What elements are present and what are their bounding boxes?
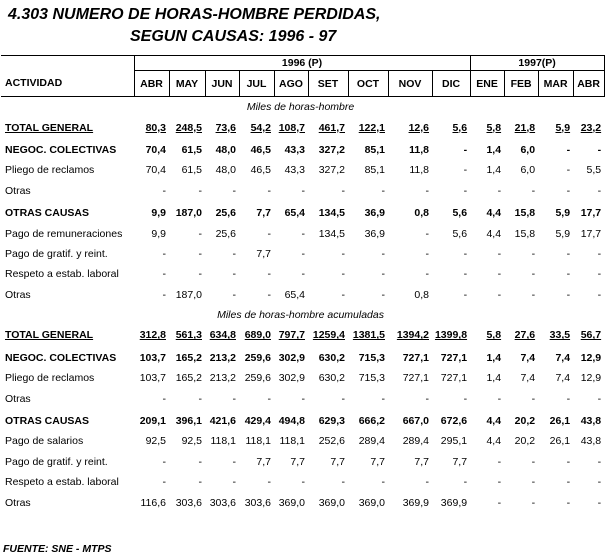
table-cell: 727,1 xyxy=(402,372,429,385)
table-cell: - xyxy=(425,392,429,405)
table-cell: - xyxy=(267,288,271,301)
table-cell: 165,2 xyxy=(175,351,202,364)
table-cell: - xyxy=(497,288,502,301)
row-label: Otras xyxy=(5,184,31,197)
table-cell: - xyxy=(497,476,502,489)
table-cell: 1,4 xyxy=(486,351,502,364)
table-cell: 667,0 xyxy=(402,415,429,428)
table-row xyxy=(1,492,604,512)
table-cell: 1399,8 xyxy=(434,329,468,342)
table-cell: 11,8 xyxy=(409,143,429,156)
table-cell: - xyxy=(232,392,236,405)
table-cell: 7,4 xyxy=(520,351,536,364)
table-cell: 48,0 xyxy=(215,164,236,177)
table-cell: - xyxy=(597,392,602,405)
table-cell: - xyxy=(497,392,502,405)
table-cell: 17,7 xyxy=(580,227,602,240)
row-label: Pliego de reclamos xyxy=(5,372,95,385)
table-cell: 561,3 xyxy=(175,329,202,342)
table-cell: - xyxy=(566,184,571,197)
table-cell: 15,8 xyxy=(514,227,536,240)
table-cell: - xyxy=(198,184,202,197)
table-cell: 689,0 xyxy=(244,329,271,342)
table-cell: - xyxy=(566,247,571,260)
table-cell: - xyxy=(198,455,202,468)
table-cell: 7,7 xyxy=(414,455,429,468)
table-cell: - xyxy=(531,476,536,489)
table-cell: - xyxy=(566,476,571,489)
table-row xyxy=(1,472,604,492)
section-subtitle-row xyxy=(1,305,604,325)
table-cell: 21,8 xyxy=(514,121,536,134)
table-cell: 1,4 xyxy=(486,372,502,385)
table-cell: 369,0 xyxy=(358,496,385,509)
table-cell: - xyxy=(531,247,536,260)
table-cell: 396,1 xyxy=(175,415,202,428)
table-cell: 1381,5 xyxy=(352,329,385,342)
table-row xyxy=(1,452,604,472)
table-cell: 65,4 xyxy=(284,207,305,220)
table-cell: 7,4 xyxy=(555,351,571,364)
table-cell: - xyxy=(463,184,468,197)
table-cell: 302,9 xyxy=(278,351,305,364)
table-row xyxy=(1,325,604,345)
table-cell: - xyxy=(597,247,602,260)
table-cell: 252,6 xyxy=(318,435,345,448)
row-label: Pago de salarios xyxy=(5,435,84,448)
table-cell: 122,1 xyxy=(358,121,385,134)
table-cell: 134,5 xyxy=(318,227,345,240)
table-cell: - xyxy=(597,288,602,301)
table-cell: 85,1 xyxy=(364,164,385,177)
table-cell: 5,6 xyxy=(452,207,468,220)
table-cell: - xyxy=(267,476,271,489)
table-cell: - xyxy=(531,392,536,405)
row-label: Respeto a estab. laboral xyxy=(5,268,119,281)
table-cell: 213,2 xyxy=(209,372,236,385)
month-header: NOV xyxy=(388,71,432,97)
table-cell: 12,9 xyxy=(580,351,602,364)
table-cell: - xyxy=(425,247,429,260)
table-cell: 36,9 xyxy=(364,227,385,240)
table-row xyxy=(1,140,604,160)
table-cell: - xyxy=(597,184,602,197)
table-cell: 5,6 xyxy=(452,227,468,240)
table-cell: 327,2 xyxy=(318,164,345,177)
source-note: FUENTE: SNE - MTPS xyxy=(3,543,112,555)
table-cell: 289,4 xyxy=(402,435,429,448)
table-cell: 1259,4 xyxy=(312,329,345,342)
table-cell: 715,3 xyxy=(358,351,385,364)
month-header: JUL xyxy=(239,71,274,97)
table-cell: 369,0 xyxy=(318,496,345,509)
table-cell: 7,7 xyxy=(370,455,385,468)
month-header: ENE xyxy=(470,71,504,97)
table-cell: - xyxy=(162,392,166,405)
table-cell: 421,6 xyxy=(209,415,236,428)
section-subtitle: Miles de horas-hombre xyxy=(246,101,355,114)
row-label: Pago de gratif. y reint. xyxy=(5,455,108,468)
month-header: MAY xyxy=(169,71,205,97)
table-cell: - xyxy=(232,455,236,468)
table-cell: 73,6 xyxy=(215,121,236,134)
table-cell: - xyxy=(232,268,236,281)
table-cell: 118,1 xyxy=(279,435,305,448)
year-header-row xyxy=(1,56,604,71)
table-cell: 672,6 xyxy=(440,415,468,428)
table-cell: 629,3 xyxy=(318,415,345,428)
table-row xyxy=(1,264,604,284)
table-cell: 7,4 xyxy=(520,372,536,385)
table-cell: - xyxy=(531,268,536,281)
table-cell: 118,1 xyxy=(245,435,271,448)
table-cell: - xyxy=(232,247,236,260)
table-cell: - xyxy=(301,268,305,281)
table-row xyxy=(1,160,604,180)
table-cell: - xyxy=(531,184,536,197)
row-label: OTRAS CAUSAS xyxy=(5,207,90,220)
table-cell: - xyxy=(232,184,236,197)
table-cell: - xyxy=(162,184,166,197)
table-cell: 797,7 xyxy=(278,329,305,342)
table-cell: 0,8 xyxy=(414,288,429,301)
table-cell: - xyxy=(463,392,468,405)
table-cell: 165,2 xyxy=(175,372,202,385)
table-cell: 7,7 xyxy=(256,247,271,260)
table-cell: - xyxy=(198,476,202,489)
table-cell: 7,7 xyxy=(452,455,468,468)
section-subtitle: Miles de horas-hombre acumuladas xyxy=(217,309,384,322)
table-cell: 92,5 xyxy=(145,435,166,448)
table-cell: 33,5 xyxy=(549,329,571,342)
table-cell: 5,9 xyxy=(555,207,571,220)
table-cell: 9,9 xyxy=(151,207,166,220)
table-cell: 7,7 xyxy=(256,207,271,220)
table-cell: 303,6 xyxy=(244,496,271,509)
table-row xyxy=(1,181,604,201)
table-cell: 43,8 xyxy=(580,435,602,448)
table-cell: 46,5 xyxy=(250,143,271,156)
table-cell: 5,9 xyxy=(555,227,571,240)
table-cell: 26,1 xyxy=(549,435,571,448)
table-cell: - xyxy=(162,455,166,468)
table-cell: 248,5 xyxy=(175,121,202,134)
table-cell: - xyxy=(381,247,385,260)
table-cell: 70,4 xyxy=(145,143,166,156)
table-cell: - xyxy=(381,476,385,489)
table-cell: 369,9 xyxy=(402,496,429,509)
table-cell: - xyxy=(566,164,571,177)
table-cell: 116,6 xyxy=(140,496,166,509)
table-cell: 118,1 xyxy=(210,435,236,448)
table-cell: 303,6 xyxy=(175,496,202,509)
table-cell: 7,7 xyxy=(256,455,271,468)
table-cell: 327,2 xyxy=(318,143,345,156)
table-cell: - xyxy=(463,247,468,260)
table-cell: 25,6 xyxy=(215,207,236,220)
table-row xyxy=(1,411,604,431)
table-cell: - xyxy=(425,227,429,240)
table-cell: - xyxy=(198,268,202,281)
table-cell: 302,9 xyxy=(278,372,305,385)
table-cell: - xyxy=(341,184,345,197)
table-row xyxy=(1,368,604,388)
table-cell: - xyxy=(597,455,602,468)
table-cell: 27,6 xyxy=(514,329,536,342)
table-cell: - xyxy=(162,268,166,281)
row-label: TOTAL GENERAL xyxy=(5,329,94,342)
row-label: Pago de remuneraciones xyxy=(5,227,123,240)
table-title-line2: SEGUN CAUSAS: 1996 - 97 xyxy=(130,28,337,45)
year-1997-header: 1997(P) xyxy=(470,56,604,71)
table-cell: 289,4 xyxy=(358,435,385,448)
table-cell: - xyxy=(381,392,385,405)
table-cell: 26,1 xyxy=(549,415,571,428)
table-cell: - xyxy=(381,184,385,197)
table-cell: - xyxy=(341,392,345,405)
table-cell: 103,7 xyxy=(139,372,166,385)
table-cell: 259,6 xyxy=(244,372,271,385)
table-cell: - xyxy=(162,288,166,301)
table-cell: 4,4 xyxy=(486,227,502,240)
table-cell: - xyxy=(497,455,502,468)
month-header: ABR xyxy=(573,71,604,97)
table-cell: 1394,2 xyxy=(396,329,429,342)
table-cell: - xyxy=(425,184,429,197)
table-cell: 5,5 xyxy=(586,164,602,177)
table-cell: - xyxy=(566,143,571,156)
table-cell: - xyxy=(463,288,468,301)
month-header: OCT xyxy=(348,71,388,97)
row-label: Otras xyxy=(5,392,31,405)
month-header: MAR xyxy=(538,71,573,97)
table-cell: 727,1 xyxy=(440,351,468,364)
table-cell: 4,4 xyxy=(486,415,502,428)
row-label: Pliego de reclamos xyxy=(5,164,95,177)
table-cell: 61,5 xyxy=(181,143,202,156)
table-cell: - xyxy=(341,247,345,260)
table-cell: - xyxy=(566,496,571,509)
table-cell: 295,1 xyxy=(440,435,468,448)
table-cell: - xyxy=(341,268,345,281)
table-cell: - xyxy=(301,184,305,197)
table-cell: 1,4 xyxy=(486,143,502,156)
table-cell: - xyxy=(301,227,305,240)
table-cell: - xyxy=(497,184,502,197)
row-label: Pago de gratif. y reint. xyxy=(5,247,108,260)
table-cell: 5,8 xyxy=(486,329,502,342)
table-cell: - xyxy=(463,476,468,489)
table-cell: 303,6 xyxy=(209,496,236,509)
table-cell: 187,0 xyxy=(175,207,202,220)
table-cell: 369,0 xyxy=(278,496,305,509)
table-cell: 5,8 xyxy=(486,121,502,134)
table-row xyxy=(1,348,604,368)
month-header: DIC xyxy=(432,71,470,97)
table-cell: - xyxy=(381,268,385,281)
table-cell: - xyxy=(463,143,468,156)
table-cell: 134,5 xyxy=(318,207,345,220)
table-cell: 312,8 xyxy=(139,329,166,342)
table-cell: 715,3 xyxy=(358,372,385,385)
table-cell: 20,2 xyxy=(514,435,536,448)
table-cell: 213,2 xyxy=(209,351,236,364)
table-cell: 630,2 xyxy=(318,372,345,385)
table-cell: - xyxy=(463,268,468,281)
table-cell: - xyxy=(531,288,536,301)
table-cell: - xyxy=(425,476,429,489)
table-cell: 5,6 xyxy=(452,121,468,134)
table-cell: - xyxy=(198,247,202,260)
table-cell: 108,7 xyxy=(278,121,305,134)
table-cell: 6,0 xyxy=(520,164,536,177)
table-cell: 630,2 xyxy=(318,351,345,364)
row-label: OTRAS CAUSAS xyxy=(5,415,90,428)
table-cell: 70,4 xyxy=(145,164,166,177)
table-row xyxy=(1,117,604,137)
month-header-row xyxy=(1,71,604,97)
table-cell: 259,6 xyxy=(244,351,271,364)
table-cell: 54,2 xyxy=(250,121,271,134)
table-cell: - xyxy=(232,476,236,489)
table-cell: 17,7 xyxy=(580,207,602,220)
table-cell: 4,4 xyxy=(486,435,502,448)
table-cell: 20,2 xyxy=(514,415,536,428)
table-cell: - xyxy=(566,392,571,405)
table-cell: 461,7 xyxy=(318,121,345,134)
table-cell: 494,8 xyxy=(278,415,305,428)
table-cell: 43,8 xyxy=(580,415,602,428)
table-cell: 12,9 xyxy=(580,372,602,385)
table-cell: - xyxy=(497,247,502,260)
month-header: SET xyxy=(308,71,348,97)
table-cell: 666,2 xyxy=(358,415,385,428)
table-cell: 9,9 xyxy=(151,227,166,240)
table-cell: 369,9 xyxy=(440,496,468,509)
table-cell: 92,5 xyxy=(181,435,202,448)
month-header: FEB xyxy=(504,71,538,97)
table-cell: - xyxy=(267,184,271,197)
table-cell: 61,5 xyxy=(181,164,202,177)
table-cell: - xyxy=(198,392,202,405)
table-cell: - xyxy=(597,476,602,489)
table-cell: 429,4 xyxy=(244,415,271,428)
year-1996-header: 1996 (P) xyxy=(134,56,470,71)
table-cell: - xyxy=(531,455,536,468)
table-cell: 12,6 xyxy=(408,121,429,134)
table-cell: - xyxy=(425,268,429,281)
table-cell: - xyxy=(341,476,345,489)
table-cell: - xyxy=(162,247,166,260)
table-cell: 6,0 xyxy=(520,143,536,156)
table-cell: - xyxy=(232,288,236,301)
table-cell: 43,3 xyxy=(284,143,305,156)
table-row xyxy=(1,388,604,408)
table-cell: 5,9 xyxy=(555,121,571,134)
table-cell: 103,7 xyxy=(139,351,166,364)
table-cell: 1,4 xyxy=(486,164,502,177)
table-cell: - xyxy=(267,268,271,281)
table-row xyxy=(1,285,604,305)
row-label: Otras xyxy=(5,496,31,509)
table-cell: 7,7 xyxy=(290,455,305,468)
table-cell: 7,4 xyxy=(555,372,571,385)
table-cell: 727,1 xyxy=(402,351,429,364)
table-cell: 15,8 xyxy=(514,207,536,220)
table-cell: - xyxy=(162,476,166,489)
table-cell: - xyxy=(597,496,602,509)
month-header: JUN xyxy=(205,71,239,97)
table-cell: - xyxy=(566,288,571,301)
table-cell: 7,7 xyxy=(330,455,345,468)
row-label: TOTAL GENERAL xyxy=(5,121,94,134)
section-subtitle-row xyxy=(1,97,604,118)
table-cell: 48,0 xyxy=(215,143,236,156)
table-cell: - xyxy=(267,227,271,240)
table-cell: - xyxy=(198,227,202,240)
table-cell: 634,8 xyxy=(209,329,236,342)
table-cell: 23,2 xyxy=(580,121,602,134)
table-cell: 36,9 xyxy=(364,207,385,220)
table-cell: - xyxy=(341,288,345,301)
table-cell: - xyxy=(463,164,468,177)
table-row xyxy=(1,223,604,243)
row-label: NEGOC. COLECTIVAS xyxy=(5,351,117,364)
table-cell: - xyxy=(381,288,385,301)
table-cell: - xyxy=(301,247,305,260)
table-cell: 46,5 xyxy=(250,164,271,177)
data-table xyxy=(1,55,605,513)
table-cell: - xyxy=(531,496,536,509)
table-cell: 65,4 xyxy=(284,288,305,301)
table-cell: - xyxy=(497,268,502,281)
table-cell: - xyxy=(497,496,502,509)
table-cell: 43,3 xyxy=(284,164,305,177)
table-cell: 0,8 xyxy=(414,207,429,220)
table-cell: - xyxy=(597,143,602,156)
table-cell: - xyxy=(566,268,571,281)
table-row xyxy=(1,203,604,223)
table-cell: - xyxy=(597,268,602,281)
table-cell: 80,3 xyxy=(145,121,166,134)
table-row xyxy=(1,244,604,264)
table-cell: - xyxy=(566,455,571,468)
row-label: Respeto a estab. laboral xyxy=(5,476,119,489)
table-cell: 25,6 xyxy=(215,227,236,240)
table-cell: 727,1 xyxy=(440,372,468,385)
table-cell: 56,7 xyxy=(580,329,602,342)
row-label: Otras xyxy=(5,288,31,301)
row-label: NEGOC. COLECTIVAS xyxy=(5,143,117,156)
table-cell: 85,1 xyxy=(364,143,385,156)
table-cell: 187,0 xyxy=(175,288,202,301)
table-cell: 11,8 xyxy=(409,164,429,177)
table-cell: - xyxy=(267,392,271,405)
table-cell: 209,1 xyxy=(139,415,166,428)
table-row xyxy=(1,431,604,451)
table-title-line1: 4.303 NUMERO DE HORAS-HOMBRE PERDIDAS, xyxy=(8,6,381,23)
table-cell: 4,4 xyxy=(486,207,502,220)
table-cell: - xyxy=(301,392,305,405)
month-header: ABR xyxy=(134,71,169,97)
month-header: AGO xyxy=(274,71,308,97)
activity-header: ACTIVIDAD xyxy=(1,71,134,97)
table-cell: - xyxy=(301,476,305,489)
